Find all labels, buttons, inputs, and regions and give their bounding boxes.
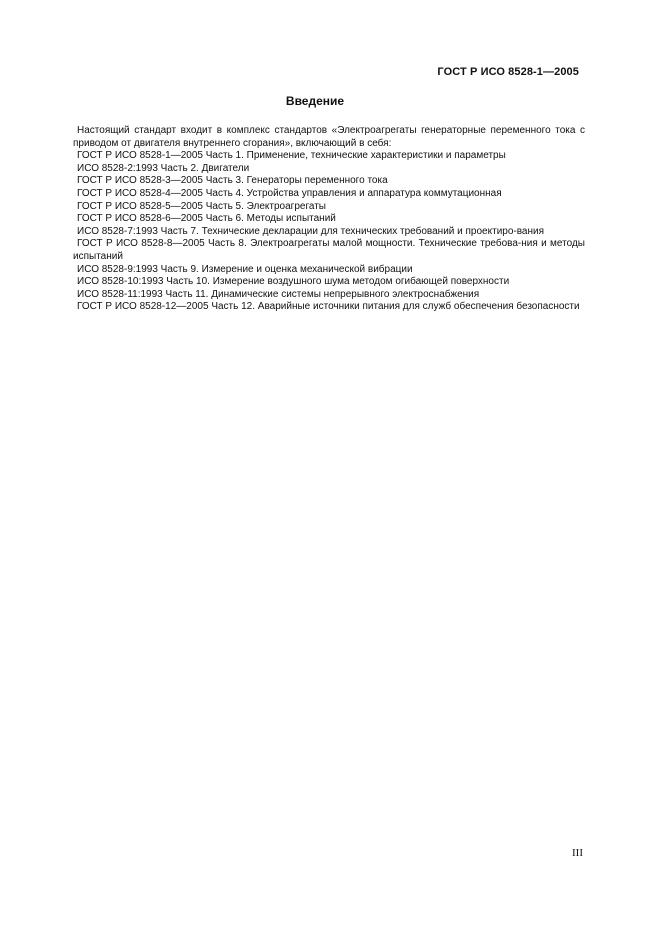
standard-list-item: ИСО 8528-2:1993 Часть 2. Двигатели xyxy=(77,162,250,174)
standard-list-item: ГОСТ Р ИСО 8528-3—2005 Часть 3. Генераторы переменного тока xyxy=(77,175,388,187)
standard-list-item: ИСО 8528-11:1993 Часть 11. Динамические системы непрерывного электроснабжения xyxy=(77,288,480,300)
section-title: Введение xyxy=(285,94,345,108)
standard-list-item: ИСО 8528-9:1993 Часть 9. Измерение и оценка механической вибрации xyxy=(77,263,413,275)
document-code-header: ГОСТ Р ИСО 8528-1—2005 xyxy=(437,66,579,78)
standard-list-item: ГОСТ Р ИСО 8528-12—2005 Часть 12. Аварийные источники питания для служб обеспечения безопасности xyxy=(77,301,580,313)
standard-list-item: ГОСТ Р ИСО 8528-8—2005 Часть 8. Электроагрегаты малой мощности. Технические требова-ния и методы испытаний xyxy=(73,238,585,262)
standard-list-item: ИСО 8528-7:1993 Часть 7. Технические декларации для технических требований и проектиро-вания xyxy=(77,225,545,237)
standard-list-item: ИСО 8528-10:1993 Часть 10. Измерение воздушного шума методом огибающей поверхности xyxy=(77,276,510,288)
standard-list-item: ГОСТ Р ИСО 8528-5—2005 Часть 5. Электроагрегаты xyxy=(77,200,326,212)
intro-paragraph: Настоящий стандарт входит в комплекс стандартов «Электроагрегаты генераторные переменного тока с приводом от двигателя внутреннего сгорания», включающий в себя: xyxy=(73,125,585,149)
standard-list-item: ГОСТ Р ИСО 8528-4—2005 Часть 4. Устройства управления и аппаратура коммутационная xyxy=(77,187,502,199)
page-number: III xyxy=(572,847,583,859)
introduction-body xyxy=(73,125,585,314)
standard-list-item: ГОСТ Р ИСО 8528-6—2005 Часть 6. Методы испытаний xyxy=(77,213,336,225)
standard-list-item: ГОСТ Р ИСО 8528-1—2005 Часть 1. Применение, технические характеристики и параметры xyxy=(77,150,506,162)
